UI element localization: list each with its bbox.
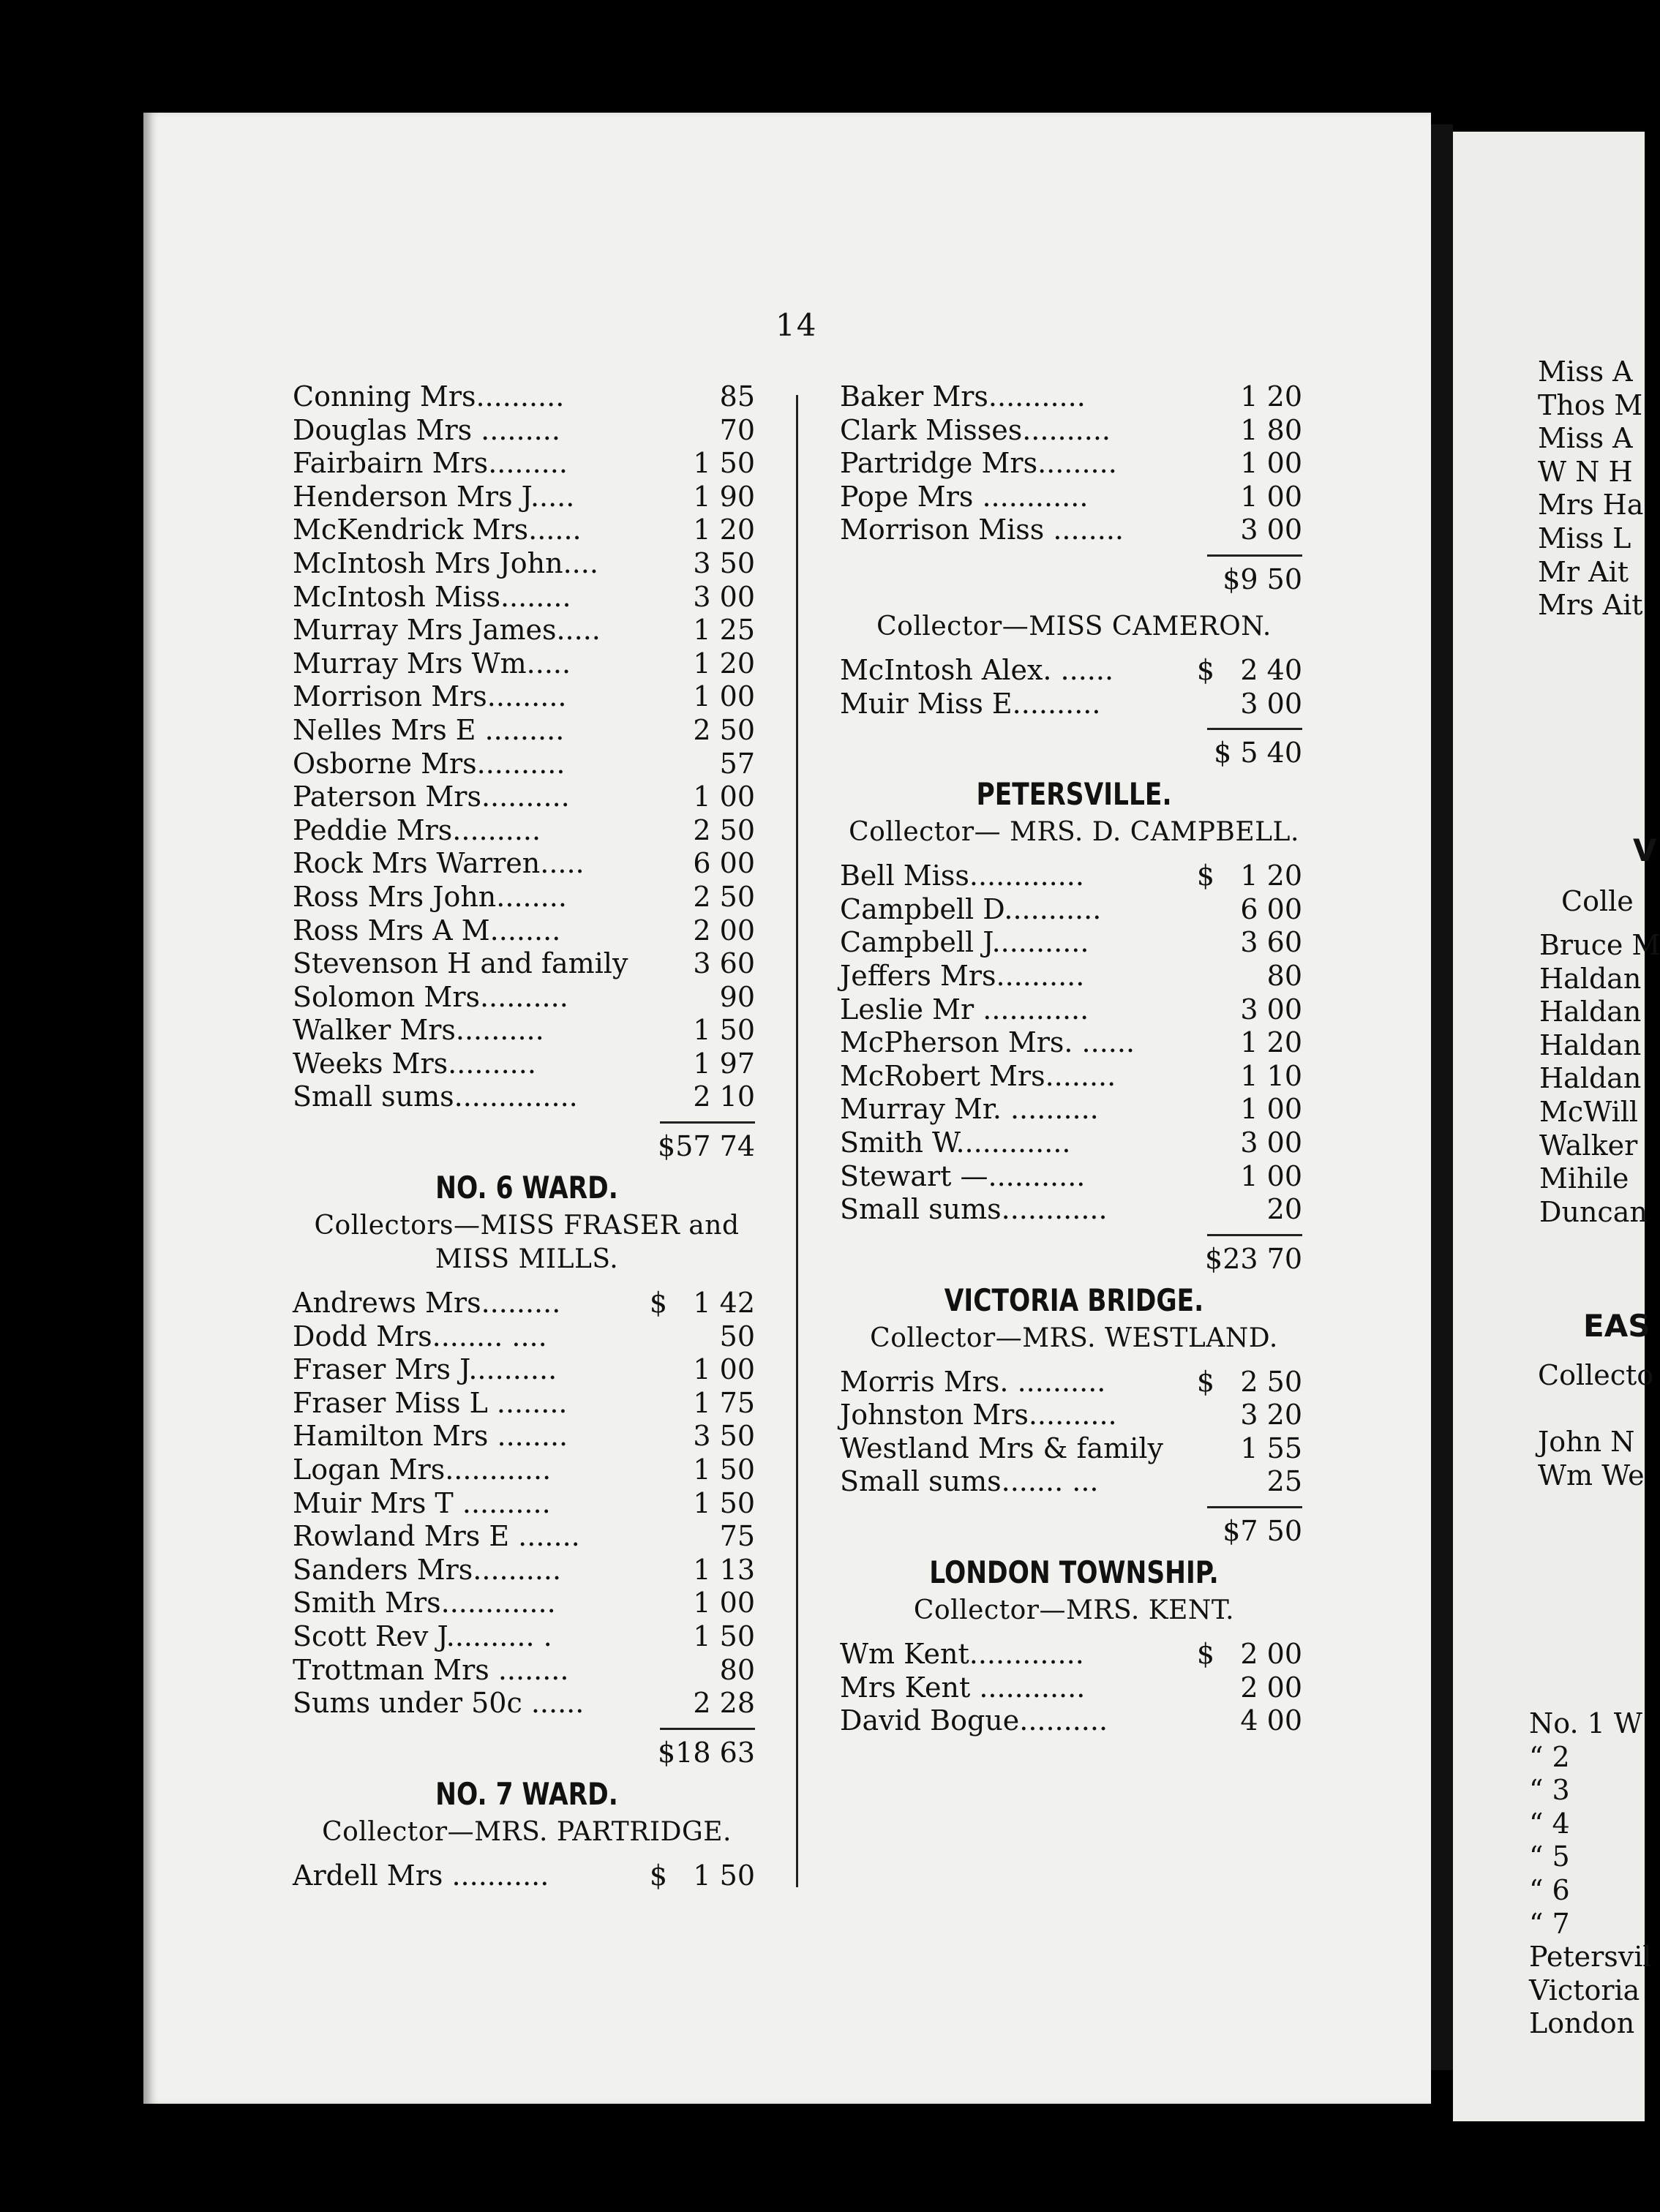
list-item (293, 1420, 761, 1453)
entry-name: Solomon Mrs.......... (293, 980, 568, 1013)
entry-name: Sanders Mrs.......... (293, 1553, 562, 1586)
entry-name: Muir Mrs T .......... (293, 1486, 551, 1519)
entry-amount: 1 00 (1240, 1093, 1302, 1126)
list-item (293, 680, 761, 714)
list-item (840, 1026, 1308, 1060)
facing-line: Haldan (1539, 1062, 1642, 1095)
list-item (840, 1193, 1308, 1227)
entry-name: Conning Mrs.......... (293, 380, 565, 413)
entry-amount: 3 00 (1240, 514, 1302, 546)
facing-line: Petersvil (1529, 1941, 1652, 1974)
list-item (840, 654, 1308, 688)
sum-rule (293, 1114, 761, 1130)
entry-name: Osborne Mrs.......... (293, 747, 566, 780)
entry-name: Partridge Mrs......... (840, 447, 1117, 480)
facing-block-2-heading: V (1633, 832, 1657, 868)
list-item (293, 1620, 761, 1654)
entry-amount: 2 50 (693, 713, 755, 746)
facing-line: Mihile (1539, 1162, 1629, 1195)
facing-line: “ 5 (1529, 1840, 1570, 1873)
page-gutter (1431, 124, 1453, 2070)
list-item (293, 1487, 761, 1521)
entry-amount: 80 (719, 1653, 755, 1686)
list-item (840, 514, 1308, 547)
entry-name: Trottman Mrs ........ (293, 1653, 569, 1686)
entry-name: Sums under 50c ...... (293, 1687, 585, 1720)
list-entries (293, 380, 761, 1114)
column-right (840, 380, 1308, 1738)
entry-name: Henderson Mrs J..... (293, 480, 575, 513)
sum-rule (840, 547, 1308, 563)
entry-amount: 2 40 (1240, 653, 1302, 686)
list-item (840, 414, 1308, 448)
entry-name: Ross Mrs A M........ (293, 914, 561, 947)
collector-line: Collector—MRS. PARTRIDGE. (322, 1816, 732, 1847)
entry-name: Dodd Mrs........ .... (293, 1320, 547, 1353)
entry-name: Fraser Mrs J.......... (293, 1353, 557, 1386)
entry-name: Small sums.............. (293, 1080, 578, 1113)
entry-name: David Bogue.......... (840, 1704, 1108, 1737)
entry-amount: 1 00 (693, 680, 755, 713)
sum-rule (840, 1227, 1308, 1243)
list-item (840, 1432, 1308, 1466)
facing-block-4 (1529, 1707, 1652, 2041)
entry-amount: 1 20 (693, 514, 755, 546)
facing-line: Wm We (1538, 1459, 1645, 1491)
facing-block-3-heading: EAS (1583, 1308, 1650, 1344)
entry-amount: 3 60 (1240, 926, 1302, 959)
list-item (840, 481, 1308, 514)
facing-line: Collecto (1538, 1359, 1654, 1391)
entry-amount: 4 00 (1240, 1704, 1302, 1737)
entry-amount: 3 00 (693, 580, 755, 613)
entry-amount: 1 55 (1240, 1432, 1302, 1464)
entry-amount: 3 20 (1240, 1399, 1302, 1432)
entry-name: Paterson Mrs.......... (293, 780, 570, 813)
entry-name: Bell Miss............. (840, 859, 1084, 892)
entry-amount: 25 (1266, 1465, 1302, 1498)
list-item (293, 1520, 761, 1554)
list-item (293, 647, 761, 681)
facing-line: Mrs Ait (1538, 589, 1643, 622)
facing-line: McWill (1539, 1095, 1639, 1128)
facing-line: Miss A (1538, 356, 1633, 388)
entry-name: Mrs Kent ............ (840, 1671, 1086, 1704)
entry-name: McIntosh Mrs John.... (293, 546, 598, 579)
entry-name: Hamilton Mrs ........ (293, 1420, 568, 1453)
list-item (840, 859, 1308, 893)
facing-block-3 (1538, 1359, 1653, 1492)
entry-amount: 1 13 (693, 1553, 755, 1586)
entry-name: McPherson Mrs. ...... (840, 1026, 1135, 1059)
facing-line: London (1529, 2007, 1635, 2040)
subtotal: $9 50 (1223, 563, 1302, 595)
entry-name: Stevenson H and family (293, 947, 628, 980)
list-item (840, 688, 1308, 721)
entry-amount: 3 00 (1240, 993, 1302, 1026)
entry-amount: 85 (719, 380, 755, 413)
collector-line: Collector— MRS. D. CAMPBELL. (849, 817, 1299, 848)
entry-name: McIntosh Miss........ (293, 580, 571, 613)
entry-amount: 75 (719, 1520, 755, 1553)
column-divider (796, 395, 798, 1887)
page-number: 14 (775, 307, 818, 343)
facing-line: “ 2 (1529, 1740, 1570, 1773)
list-entries (293, 1287, 761, 1720)
entry-amount: 1 10 (1240, 1059, 1302, 1092)
column-left (293, 380, 761, 1892)
list-item (840, 926, 1308, 960)
sum-rule (840, 1499, 1308, 1515)
section-heading: PETERSVILLE. (976, 776, 1172, 813)
entry-amount: 2 00 (1240, 1671, 1302, 1704)
list-item (293, 1859, 761, 1893)
list-item (840, 380, 1308, 414)
list-item (293, 1587, 761, 1620)
entry-amount: 1 20 (1240, 859, 1302, 892)
list-entries (840, 1638, 1308, 1738)
entry-name: Wm Kent............. (840, 1638, 1084, 1671)
entry-name: Campbell D........... (840, 892, 1102, 925)
entry-amount: 1 00 (693, 1587, 755, 1620)
entry-amount: 1 97 (693, 1047, 755, 1080)
list-item (293, 748, 761, 781)
entry-name: McIntosh Alex. ...... (840, 653, 1114, 686)
entry-name: Ardell Mrs ........... (293, 1859, 549, 1892)
list-entries (840, 654, 1308, 721)
facing-line: “ 3 (1529, 1774, 1570, 1807)
entry-amount: 20 (1266, 1193, 1302, 1226)
section-heading: NO. 6 WARD. (435, 1170, 618, 1206)
entry-name: Morrison Mrs......... (293, 680, 567, 713)
facing-line: Bruce M (1539, 929, 1660, 961)
entry-amount: 3 50 (693, 546, 755, 579)
facing-block-1 (1538, 356, 1643, 622)
entry-name: Jeffers Mrs.......... (840, 959, 1085, 992)
collector-line: Collector—MRS. KENT. (913, 1595, 1235, 1626)
facing-line: Miss A (1538, 422, 1633, 455)
entry-amount: 2 28 (693, 1687, 755, 1720)
entry-amount: 6 00 (693, 847, 755, 880)
list-item (840, 1126, 1308, 1160)
entry-amount: 1 20 (1240, 380, 1302, 413)
list-item (840, 1638, 1308, 1671)
entry-name: Morrison Miss ........ (840, 514, 1124, 546)
entry-name: Fairbairn Mrs......... (293, 447, 568, 480)
entry-name: Murray Mrs James..... (293, 614, 601, 647)
entry-name: Weeks Mrs.......... (293, 1047, 536, 1080)
entry-amount: 1 00 (1240, 1159, 1302, 1192)
entry-name: Logan Mrs............ (293, 1453, 552, 1486)
list-item (293, 481, 761, 514)
entry-name: Small sums............ (840, 1193, 1108, 1226)
entry-amount: 1 50 (693, 1859, 755, 1892)
entry-amount: 1 20 (1240, 1026, 1302, 1059)
entry-amount: 80 (1266, 959, 1302, 992)
list-item (840, 1465, 1308, 1499)
entry-name: Smith Mrs............. (293, 1587, 556, 1620)
list-item (293, 547, 761, 581)
facing-line: Mr Ait (1538, 555, 1629, 588)
list-item (293, 447, 761, 481)
list-entries (293, 1859, 761, 1893)
entry-amount: 57 (719, 747, 755, 780)
facing-line: John N (1538, 1426, 1635, 1459)
facing-line (1538, 1393, 1653, 1426)
list-item (293, 380, 761, 414)
entry-amount: 1 25 (693, 614, 755, 647)
collector-line: MISS MILLS. (435, 1244, 619, 1275)
facing-line: Haldan (1539, 1028, 1642, 1061)
list-item (840, 1399, 1308, 1432)
entry-amount: 1 50 (693, 1620, 755, 1652)
entry-amount: 2 50 (693, 813, 755, 846)
facing-line: Miss L (1538, 522, 1631, 554)
entry-amount: 1 20 (693, 647, 755, 680)
collector-line: Collectors—MISS FRASER and (314, 1211, 740, 1241)
entry-name: Baker Mrs........... (840, 380, 1086, 413)
list-item (293, 614, 761, 647)
entry-name: Westland Mrs & family (840, 1432, 1163, 1464)
entry-amount: 1 00 (693, 780, 755, 813)
dollar-sign: $ (1196, 1365, 1214, 1398)
sum-rule (840, 721, 1308, 737)
entry-amount: 90 (719, 980, 755, 1013)
entry-name: Ross Mrs John........ (293, 880, 567, 913)
entry-name: Rock Mrs Warren..... (293, 847, 585, 880)
entry-name: McKendrick Mrs...... (293, 514, 582, 546)
subtotal: $23 70 (1205, 1242, 1302, 1275)
dollar-sign: $ (1196, 1638, 1214, 1671)
entry-name: McRobert Mrs........ (840, 1059, 1116, 1092)
list-item (840, 893, 1308, 927)
entry-name: Scott Rev J.......... . (293, 1620, 552, 1652)
list-item (840, 960, 1308, 993)
entry-amount: 2 00 (1240, 1638, 1302, 1671)
list-item (840, 1060, 1308, 1094)
entry-name: Small sums....... ... (840, 1465, 1099, 1498)
list-item (293, 1554, 761, 1587)
entry-name: Campbell J........... (840, 926, 1089, 959)
list-item (293, 714, 761, 748)
subtotal: $18 63 (658, 1736, 755, 1769)
facing-line: “ 6 (1529, 1873, 1570, 1906)
list-item (293, 1453, 761, 1487)
entry-amount: 1 00 (1240, 480, 1302, 513)
entry-amount: 3 60 (693, 947, 755, 980)
entry-amount: 2 50 (1240, 1365, 1302, 1398)
entry-amount: 1 42 (693, 1287, 755, 1320)
list-item (293, 1080, 761, 1114)
entry-name: Andrews Mrs......... (293, 1287, 561, 1320)
dollar-sign: $ (1196, 653, 1214, 686)
entry-name: Walker Mrs.......... (293, 1014, 544, 1047)
list-item (840, 1704, 1308, 1738)
list-item (840, 1160, 1308, 1194)
facing-line: Mrs Ha (1538, 489, 1644, 522)
entry-name: Murray Mr. .......... (840, 1093, 1099, 1126)
entry-name: Stewart —........... (840, 1159, 1086, 1192)
facing-line: Thos M (1538, 388, 1643, 421)
entry-name: Leslie Mr ............ (840, 993, 1089, 1026)
facing-line: Haldan (1539, 962, 1642, 995)
collector-line: Collector—MISS CAMERON. (876, 611, 1272, 642)
entry-amount: 1 50 (693, 1486, 755, 1519)
list-item (293, 514, 761, 547)
entry-amount: 1 80 (1240, 413, 1302, 446)
list-item (293, 1320, 761, 1354)
facing-line: Walker (1539, 1129, 1638, 1162)
facing-line: Duncan (1539, 1195, 1648, 1228)
facing-line: W N H (1538, 455, 1633, 488)
list-item (293, 1353, 761, 1387)
list-item (840, 1671, 1308, 1705)
list-item (293, 847, 761, 881)
entry-amount: 1 50 (693, 447, 755, 480)
list-item (840, 993, 1308, 1027)
entry-amount: 1 50 (693, 1453, 755, 1486)
list-item (840, 447, 1308, 481)
section-heading: VICTORIA BRIDGE. (944, 1282, 1204, 1318)
entry-amount: 3 50 (693, 1420, 755, 1453)
list-item (293, 780, 761, 814)
list-item (840, 1093, 1308, 1126)
facing-line: Victoria (1529, 1974, 1640, 2006)
entry-amount: 1 90 (693, 480, 755, 513)
entry-amount: 1 00 (1240, 447, 1302, 480)
dollar-sign: $ (649, 1287, 667, 1320)
entry-amount: 1 50 (693, 1014, 755, 1047)
subtotal: $ 5 40 (1214, 737, 1302, 770)
entry-amount: 1 00 (693, 1353, 755, 1386)
entry-name: Smith W............. (840, 1126, 1071, 1159)
facing-page (1453, 132, 1660, 2121)
entry-name: Douglas Mrs ......... (293, 413, 560, 446)
list-item (293, 814, 761, 848)
entry-name: Johnston Mrs.......... (840, 1399, 1117, 1432)
facing-line: Haldan (1539, 996, 1642, 1028)
entry-amount: 2 50 (693, 880, 755, 913)
list-item (293, 1687, 761, 1720)
entry-name: Fraser Miss L ........ (293, 1386, 568, 1419)
entry-amount: 2 00 (693, 914, 755, 947)
entry-name: Pope Mrs ............ (840, 480, 1089, 513)
entry-amount: 50 (719, 1320, 755, 1353)
facing-line: No. 1 W (1529, 1707, 1642, 1739)
dollar-sign: $ (649, 1859, 667, 1892)
facing-line: “ 4 (1529, 1807, 1570, 1840)
section-heading: NO. 7 WARD. (435, 1775, 618, 1812)
facing-block-2 (1539, 929, 1660, 1229)
list-item (293, 947, 761, 981)
subtotal: $7 50 (1223, 1515, 1302, 1548)
list-entries (840, 380, 1308, 547)
entry-amount: 6 00 (1240, 892, 1302, 925)
entry-name: Nelles Mrs E ......... (293, 713, 565, 746)
collector-line: Collector—MRS. WESTLAND. (870, 1323, 1278, 1353)
section-heading: LONDON TOWNSHIP. (929, 1554, 1219, 1591)
list-item (293, 881, 761, 914)
list-item (293, 581, 761, 614)
list-item (293, 1287, 761, 1320)
entry-name: Clark Misses.......... (840, 413, 1111, 446)
entry-name: Muir Miss E.......... (840, 687, 1101, 720)
entry-amount: 2 10 (693, 1080, 755, 1113)
entry-name: Peddie Mrs.......... (293, 813, 541, 846)
dollar-sign: $ (1196, 859, 1214, 892)
entry-amount: 1 75 (693, 1386, 755, 1419)
sum-rule (293, 1720, 761, 1737)
facing-block-2-collector: Colle (1561, 885, 1634, 917)
entry-name: Murray Mrs Wm..... (293, 647, 571, 680)
facing-line: “ 7 (1529, 1907, 1570, 1940)
list-item (293, 414, 761, 448)
list-entries (840, 1366, 1308, 1499)
list-item (293, 1654, 761, 1688)
entry-amount: 70 (719, 413, 755, 446)
list-item (293, 1014, 761, 1047)
list-entries (840, 859, 1308, 1227)
list-item (840, 1366, 1308, 1399)
list-item (293, 1387, 761, 1421)
entry-amount: 3 00 (1240, 687, 1302, 720)
entry-name: Morris Mrs. .......... (840, 1365, 1106, 1398)
entry-amount: 3 00 (1240, 1126, 1302, 1159)
list-item (293, 1047, 761, 1081)
list-item (293, 914, 761, 948)
list-item (293, 981, 761, 1015)
subtotal: $57 74 (658, 1130, 755, 1163)
entry-name: Rowland Mrs E ....... (293, 1520, 580, 1553)
